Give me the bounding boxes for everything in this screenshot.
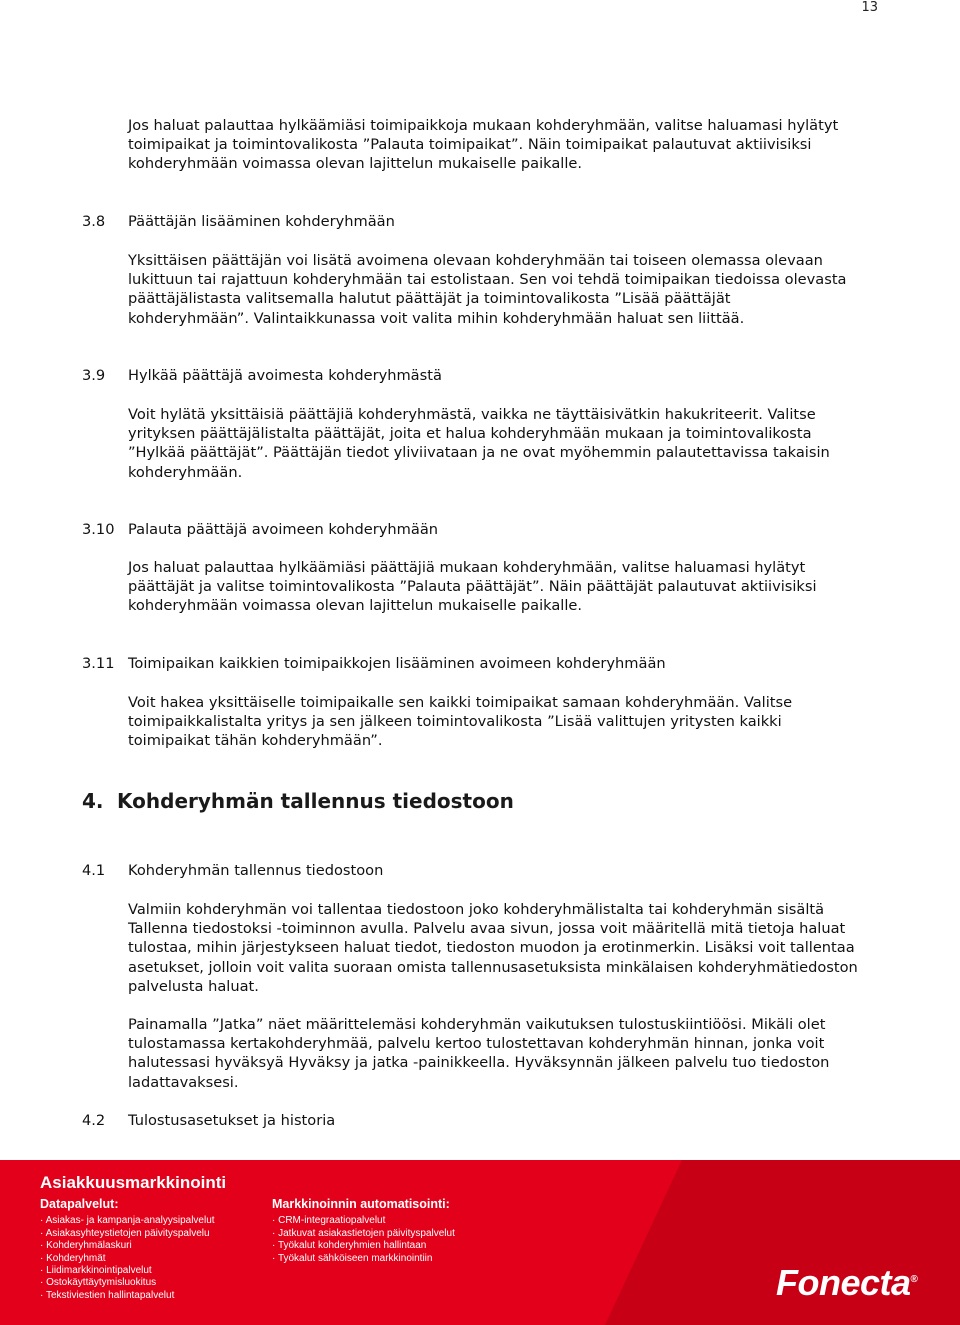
footer-list-item: · Kohderyhmät <box>40 1253 215 1265</box>
text-line: Voit hakea yksittäiselle toimipaikalle sen kaikki toimipaikat samaan kohderyhmään. Valitse <box>128 694 793 711</box>
footer-right-column <box>272 1198 455 1265</box>
footer-right-heading: Markkinoinnin automatisointi: <box>272 1197 450 1211</box>
section-heading-3-8 <box>82 212 395 231</box>
section-title: Hylkää päättäjä avoimesta kohderyhmästä <box>128 367 442 384</box>
footer-list-item: · Ostokäyttäytymisluokitus <box>40 1277 215 1289</box>
text-line: tulostaa, mihin järjestykseen haluat tiedot, tiedoston muodon ja erotinmerkin. Lisäksi voit tallentaa <box>128 939 855 957</box>
fonecta-logo <box>776 1262 917 1304</box>
section-number: 4.2 <box>82 1112 106 1129</box>
section-title: Päättäjän lisääminen kohderyhmään <box>128 213 395 230</box>
text-line: ”Hylkää päättäjät”. Päättäjän tiedot yliviivataan ja ne ovat myöhemmin palautettavissa takaisin <box>128 444 830 462</box>
chapter-number: 4. <box>82 789 104 813</box>
text-line: kohderyhmään”. Valintaikkunassa voit valita mihin kohderyhmään haluat sen liittää. <box>128 309 745 327</box>
intro-paragraph <box>128 116 858 174</box>
section-title: Kohderyhmän tallennus tiedostoon <box>128 862 384 879</box>
footer-left-column <box>40 1198 215 1302</box>
text-line: toimipaikat ja toimintovalikosta ”Palauta toimipaikat”. Näin toimipaikat palautuvat aktiivisiksi <box>128 136 812 154</box>
footer-list-item: · Tekstiviestien hallintapalvelut <box>40 1290 215 1302</box>
text-line: kohderyhmään. <box>128 463 243 481</box>
logo-text: Fonecta <box>776 1262 911 1303</box>
registered-mark: ® <box>910 1274 918 1285</box>
text-line: kohderyhmään voimassa olevan lajittelun mukaiselle paikalle. <box>128 155 583 173</box>
section-paragraph <box>128 693 858 751</box>
footer-list-item: · Liidimarkkinointipalvelut <box>40 1265 215 1277</box>
text-line: toimipaikat tähän kohderyhmään”. <box>128 732 383 750</box>
footer-list-item: · Työkalut kohderyhmien hallintaan <box>272 1240 455 1252</box>
text-line: yrityksen päättäjälistalta päättäjät, joita et halua kohderyhmään mukaan ja toimintovalikosta <box>128 425 812 443</box>
section-number: 3.9 <box>82 367 106 384</box>
footer-list-item: · CRM-integraatiopalvelut <box>272 1215 455 1227</box>
section-number: 4.1 <box>82 862 106 879</box>
section-number: 3.10 <box>82 521 115 538</box>
footer-list-item: · Kohderyhmälaskuri <box>40 1240 215 1252</box>
text-line: toimipaikkalistalta yritys ja sen jälkeen toimintovalikosta ”Lisää valittujen yritysten kaikki <box>128 713 782 731</box>
text-line: Painamalla ”Jatka” näet määrittelemäsi kohderyhmän vaikutuksen tulostuskiintiöösi. Mikäli olet <box>128 1016 826 1033</box>
text-line: Voit hylätä yksittäisiä päättäjiä kohderyhmästä, vaikka ne täyttäisivätkin hakukriteerit. Valitse <box>128 406 816 423</box>
text-line: Jos haluat palauttaa hylkäämiäsi päättäjiä mukaan kohderyhmään, valitse haluamasi hylätyt <box>128 559 806 576</box>
text-line: Tallenna tiedostoksi -toiminnon avulla. Palvelu avaa sivun, jossa voit määritellä mitä tietoja haluat <box>128 920 846 938</box>
text-line: Jos haluat palauttaa hylkäämiäsi toimipaikkoja mukaan kohderyhmään, valitse haluamasi hylätyt <box>128 117 839 134</box>
footer-list-item: · Työkalut sähköiseen markkinointiin <box>272 1253 455 1265</box>
section-heading-3-9 <box>82 366 442 385</box>
footer-banner <box>0 1160 960 1325</box>
section-number: 3.11 <box>82 655 115 672</box>
footer-list-item: · Jatkuvat asiakastietojen päivityspalvelut <box>272 1228 455 1240</box>
page-number: 13 <box>861 0 878 15</box>
text-line: tulostamassa kertakohderyhmää, palvelu kertoo tulostettavan kohderyhmän hinnan, jonka voit <box>128 1035 825 1053</box>
text-line: Yksittäisen päättäjän voi lisätä avoimena olevaan kohderyhmään tai toiseen olemassa olevaan <box>128 252 823 269</box>
section-paragraph <box>128 558 858 616</box>
section-title: Tulostusasetukset ja historia <box>128 1112 336 1129</box>
text-line: päättäjälistasta valitsemalla halutut päättäjät ja toimintovalikosta ”Lisää päättäjät <box>128 290 731 308</box>
text-line: päättäjät ja valitse toimintovalikosta ”Palauta päättäjät”. Näin päättäjät palautuvat aktiivisiksi <box>128 578 817 596</box>
text-line: asetukset, jolloin voit valita suoraan omista tallennusasetuksista minkälaisen kohderyhmätiedoston <box>128 958 858 976</box>
chapter-title: Kohderyhmän tallennus tiedostoon <box>117 789 514 813</box>
text-line: ladattavaksesi. <box>128 1073 239 1091</box>
text-line: Valmiin kohderyhmän voi tallentaa tiedostoon joko kohderyhmälistalta tai kohderyhmän sisältä <box>128 901 825 918</box>
text-line: kohderyhmään voimassa olevan lajittelun mukaiselle paikalle. <box>128 597 583 615</box>
footer-title: Asiakkuusmarkkinointi <box>40 1173 227 1192</box>
section-paragraph <box>128 405 858 482</box>
section-title: Palauta päättäjä avoimeen kohderyhmään <box>128 521 439 538</box>
text-line: halutessasi hyväksyä Hyväksy ja jatka -painikkeella. Hyväksynnän jälkeen palvelu tuo tiedoston <box>128 1054 830 1072</box>
footer-list-item: · Asiakas- ja kampanja-analyysipalvelut <box>40 1215 215 1227</box>
section-title: Toimipaikan kaikkien toimipaikkojen lisääminen avoimeen kohderyhmään <box>128 655 666 672</box>
section-heading-4-2 <box>82 1111 335 1130</box>
section-number: 3.8 <box>82 213 106 230</box>
section-heading-4-1 <box>82 861 383 880</box>
section-heading-3-10 <box>82 520 438 539</box>
section-paragraph <box>128 1015 858 1092</box>
section-paragraph <box>128 251 858 328</box>
footer-left-heading: Datapalvelut: <box>40 1197 119 1211</box>
text-line: lukittuun tai rajattuun kohderyhmään tai estolistaan. Sen voi tehdä toimipaikan tiedoissa olevasta <box>128 271 847 289</box>
section-paragraph <box>128 900 858 996</box>
footer-list-item: · Asiakasyhteystietojen päivityspalvelu <box>40 1228 215 1240</box>
text-line: palvelusta haluat. <box>128 977 259 995</box>
section-heading-3-11 <box>82 654 666 673</box>
chapter-heading <box>82 789 514 813</box>
